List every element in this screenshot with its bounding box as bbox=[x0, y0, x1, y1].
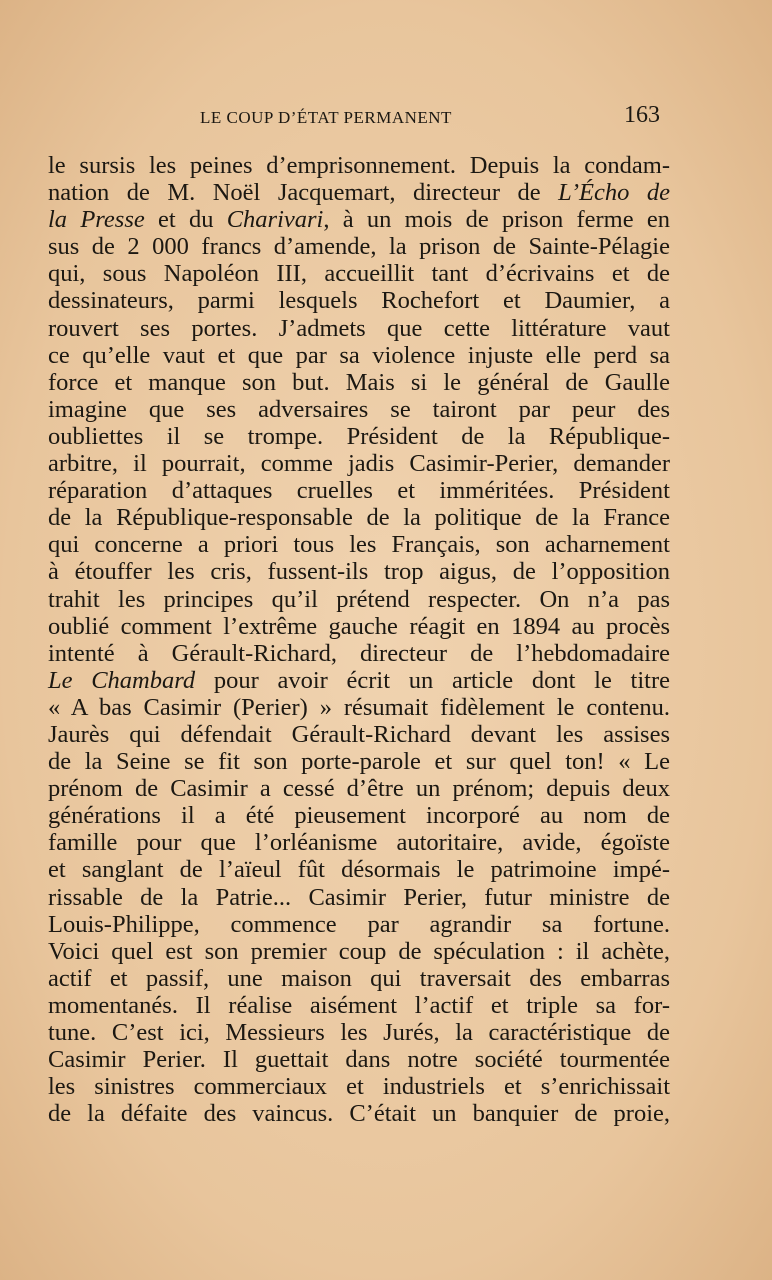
text-line bbox=[48, 992, 670, 1019]
text-segment: rissable de la Patrie... Casimir Perier, futur ministre de bbox=[48, 883, 670, 911]
text-line bbox=[48, 558, 670, 585]
text-line bbox=[48, 938, 670, 965]
text-line bbox=[48, 1046, 670, 1073]
text-line bbox=[48, 911, 670, 938]
text-segment: de la Seine se fit son porte-parole et sur quel ton! « Le bbox=[48, 748, 670, 776]
text-line bbox=[48, 477, 670, 504]
running-title: LE COUP D’ÉTAT PERMANENT bbox=[200, 108, 452, 127]
text-line bbox=[48, 369, 670, 396]
italic-segment: L’Écho de bbox=[558, 179, 670, 207]
text-segment: et sanglant de l’aïeul fût désormais le patrimoine impé- bbox=[48, 856, 670, 884]
text-segment: sus de 2 000 francs d’amende, la prison de Sainte-Pélagie bbox=[48, 233, 670, 261]
text-line bbox=[48, 450, 670, 477]
italic-segment: Charivari bbox=[226, 206, 324, 234]
italic-segment: Le Chambard bbox=[48, 666, 196, 694]
text-line bbox=[48, 233, 670, 260]
text-segment: et du bbox=[144, 206, 227, 234]
text-segment: Voici quel est son premier coup de spéculation : il achète, bbox=[48, 937, 670, 965]
text-line bbox=[48, 802, 670, 829]
text-segment: Jaurès qui défendait Gérault-Richard devant les assises bbox=[48, 720, 670, 748]
text-line bbox=[48, 152, 670, 179]
text-line bbox=[48, 856, 670, 883]
text-line bbox=[48, 1019, 670, 1046]
text-segment: qui, sous Napoléon III, accueillit tant d’écrivains et de bbox=[48, 260, 670, 288]
text-segment: qui concerne a priori tous les Français, son acharnement bbox=[48, 531, 670, 559]
text-line bbox=[48, 721, 670, 748]
text-segment: momentanés. Il réalise aisément l’actif et triple sa for- bbox=[48, 991, 670, 1019]
text-segment: à étouffer les cris, fussent-ils trop aigus, de l’opposition bbox=[48, 558, 670, 586]
text-segment: générations il a été pieusement incorporé au nom de bbox=[48, 802, 670, 830]
text-segment: Louis-Philippe, commence par agrandir sa fortune. bbox=[48, 910, 670, 938]
text-line bbox=[48, 965, 670, 992]
text-segment: les sinistres commerciaux et industriels et s’enrichissait bbox=[48, 1073, 670, 1101]
text-segment: prénom de Casimir a cessé d’être un prénom; depuis deux bbox=[48, 775, 670, 803]
text-segment: arbitre, il pourrait, comme jadis Casimir-Perier, demander bbox=[48, 450, 670, 478]
text-segment: dessinateurs, parmi lesquels Rochefort et Daumier, a bbox=[48, 287, 670, 315]
page-number: 163 bbox=[624, 102, 660, 128]
text-segment: oublié comment l’extrême gauche réagit en 1894 au procès bbox=[48, 612, 670, 640]
text-line bbox=[48, 179, 670, 206]
text-line bbox=[48, 504, 670, 531]
text-line bbox=[48, 748, 670, 775]
text-segment: oubliettes il se trompe. Président de la République- bbox=[48, 422, 670, 450]
text-segment: ce qu’elle vaut et que par sa violence injuste elle perd sa bbox=[48, 341, 670, 369]
text-segment: nation de M. Noël Jacquemart, directeur de bbox=[48, 179, 559, 207]
text-line bbox=[48, 531, 670, 558]
text-line bbox=[48, 640, 670, 667]
text-segment: « A bas Casimir (Perier) » résumait fidèlement le contenu. bbox=[48, 693, 670, 721]
text-line bbox=[48, 775, 670, 802]
text-segment: , à un mois de prison ferme en bbox=[323, 206, 670, 234]
text-segment: actif et passif, une maison qui traversait des embarras bbox=[48, 964, 670, 992]
text-line bbox=[48, 396, 670, 423]
text-segment: rouvert ses portes. J’admets que cette littérature vaut bbox=[48, 314, 670, 342]
text-segment: réparation d’attaques cruelles et imméritées. Président bbox=[48, 477, 670, 505]
text-line bbox=[48, 829, 670, 856]
text-line bbox=[48, 884, 670, 911]
text-line bbox=[48, 667, 670, 694]
text-line bbox=[48, 342, 670, 369]
text-line bbox=[48, 206, 670, 233]
text-segment: pour avoir écrit un article dont le titre bbox=[195, 666, 670, 694]
text-segment: tune. C’est ici, Messieurs les Jurés, la caractéristique de bbox=[48, 1019, 670, 1046]
text-segment: trahit les principes qu’il prétend respecter. On n’a pas bbox=[48, 585, 670, 613]
text-segment: de la défaite des vaincus. C’était un banquier de proie, bbox=[48, 1100, 670, 1128]
text-line bbox=[48, 423, 670, 450]
text-line bbox=[48, 260, 670, 287]
text-line bbox=[48, 613, 670, 640]
text-segment: intenté à Gérault-Richard, directeur de l’hebdomadaire bbox=[48, 639, 670, 667]
text-line bbox=[48, 694, 670, 721]
text-line bbox=[48, 586, 670, 613]
text-segment: de la République-responsable de la politique de la France bbox=[48, 504, 670, 532]
text-segment: imagine que ses adversaires se tairont par peur des bbox=[48, 395, 670, 423]
text-line bbox=[48, 1100, 670, 1127]
text-line bbox=[48, 1073, 670, 1100]
text-line bbox=[48, 287, 670, 314]
body-text bbox=[48, 152, 670, 1127]
text-segment: Casimir Perier. Il guettait dans notre société tourmentée bbox=[48, 1046, 670, 1074]
text-line bbox=[48, 315, 670, 342]
text-segment: famille pour que l’orléanisme autoritaire, avide, égoïste bbox=[48, 829, 670, 857]
text-segment: le sursis les peines d’emprisonnement. Depuis la condam- bbox=[48, 152, 670, 179]
text-segment: force et manque son but. Mais si le général de Gaulle bbox=[48, 368, 670, 396]
italic-segment: la Presse bbox=[48, 206, 145, 234]
